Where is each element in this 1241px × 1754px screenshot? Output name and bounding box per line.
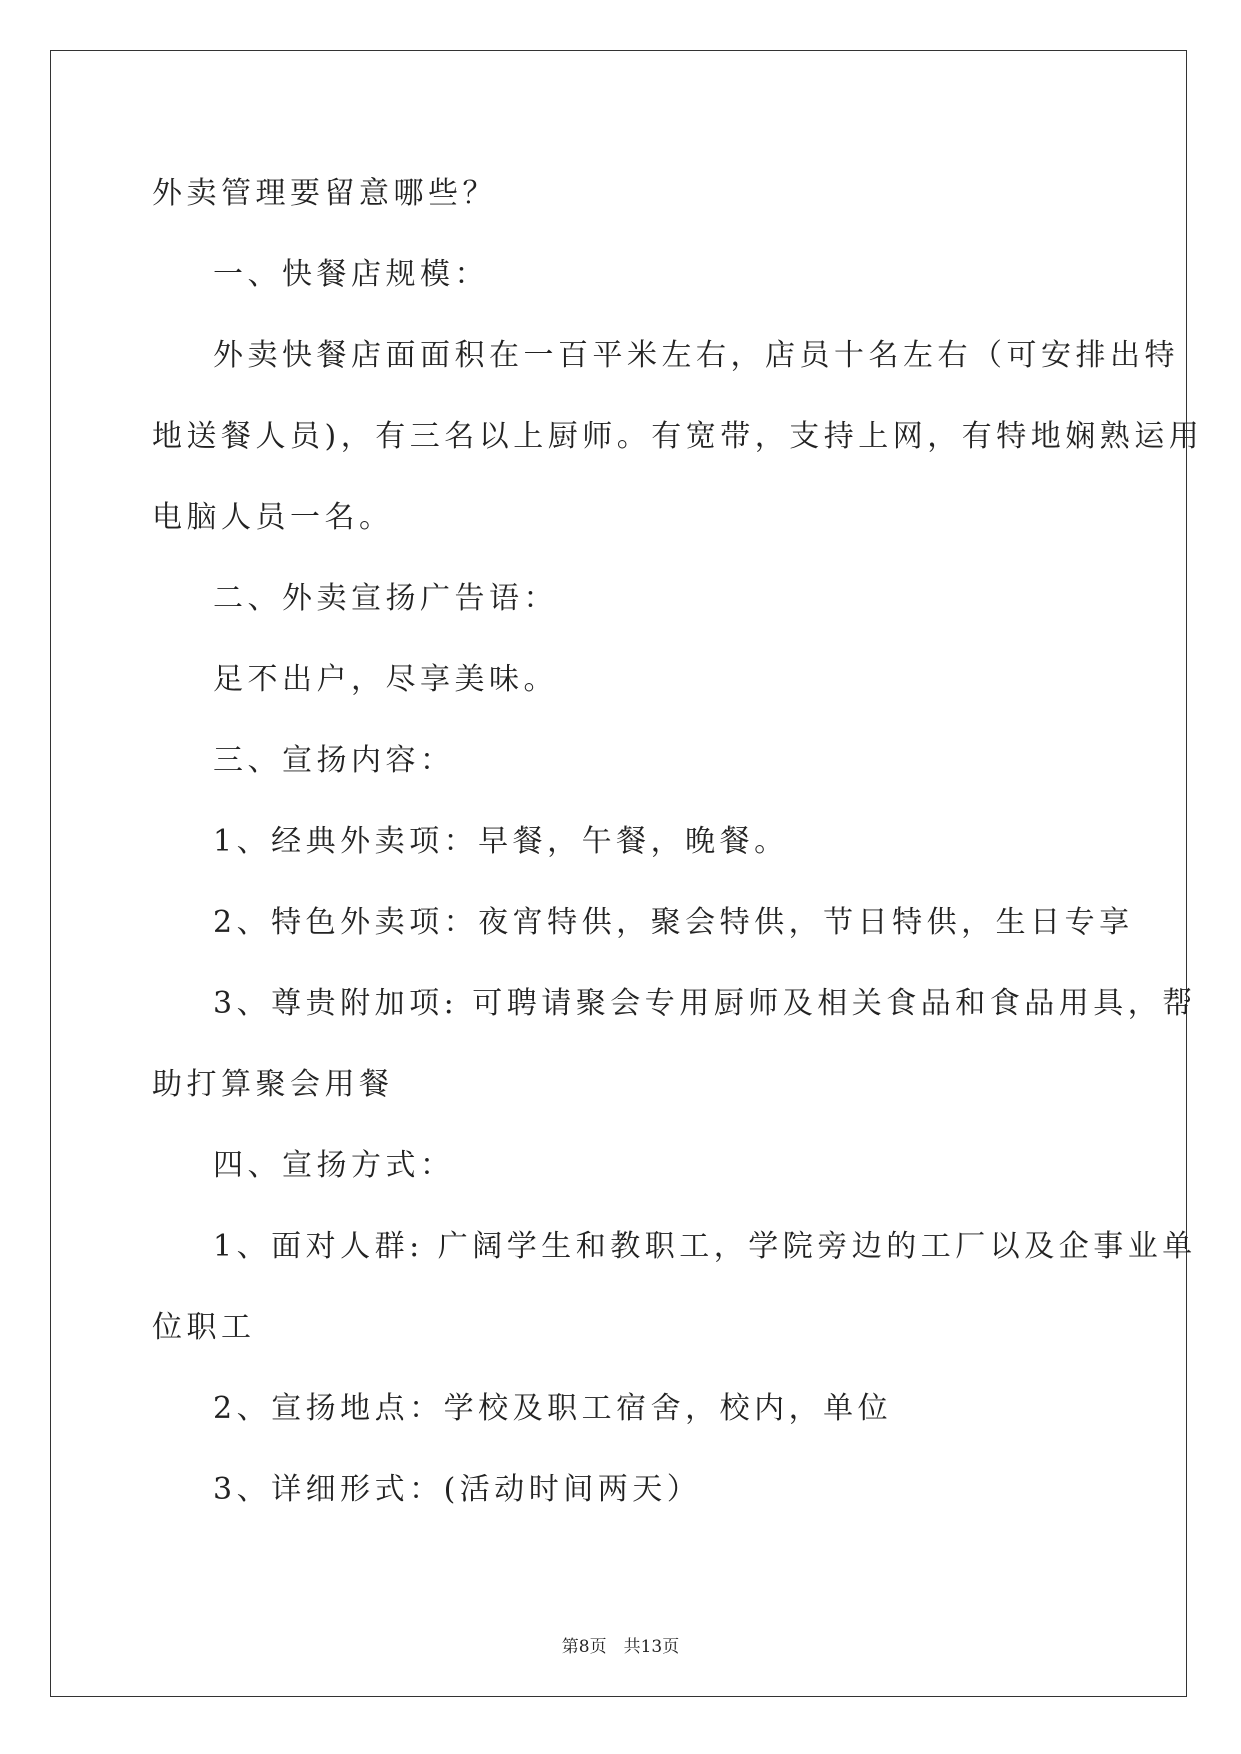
section-heading-1: 一、快餐店规模： <box>213 257 489 292</box>
list-item: 1、经典外卖项：早餐，午餐，晚餐。 <box>213 824 789 859</box>
paragraph-line: 地送餐人员)，有三名以上厨师。有宽带，支持上网，有特地娴熟运用 <box>152 419 1204 454</box>
section-heading-3: 三、宣扬内容： <box>213 743 455 778</box>
list-item: 3、详细形式：(活动时间两天） <box>213 1472 702 1507</box>
paragraph-line: 电脑人员一名。 <box>152 500 394 535</box>
document-body <box>152 170 1204 1547</box>
list-item: 1、面对人群: 广阔学生和教职工，学院旁边的工厂以及企事业单 <box>213 1229 1197 1264</box>
paragraph-line: 足不出户，尽享美味。 <box>213 662 558 697</box>
page-number-footer: 第8页 共13页 <box>561 1637 680 1657</box>
list-item: 3、尊贵附加项: 可聘请聚会专用厨师及相关食品和食品用具，帮 <box>213 986 1197 1021</box>
document-title: 外卖管理要留意哪些？ <box>152 176 497 211</box>
list-item: 2、特色外卖项：夜宵特供，聚会特供，节日特供，生日专享 <box>213 905 1134 940</box>
section-heading-4: 四、宣扬方式： <box>213 1148 455 1183</box>
paragraph-line: 外卖快餐店面面积在一百平米左右，店员十名左右（可安排出特 <box>213 338 1179 373</box>
list-item-continuation: 位职工 <box>152 1310 256 1345</box>
list-item-continuation: 助打算聚会用餐 <box>152 1067 394 1102</box>
list-item: 2、宣扬地点：学校及职工宿舍，校内，单位 <box>213 1391 893 1426</box>
section-heading-2: 二、外卖宣扬广告语： <box>213 581 558 616</box>
